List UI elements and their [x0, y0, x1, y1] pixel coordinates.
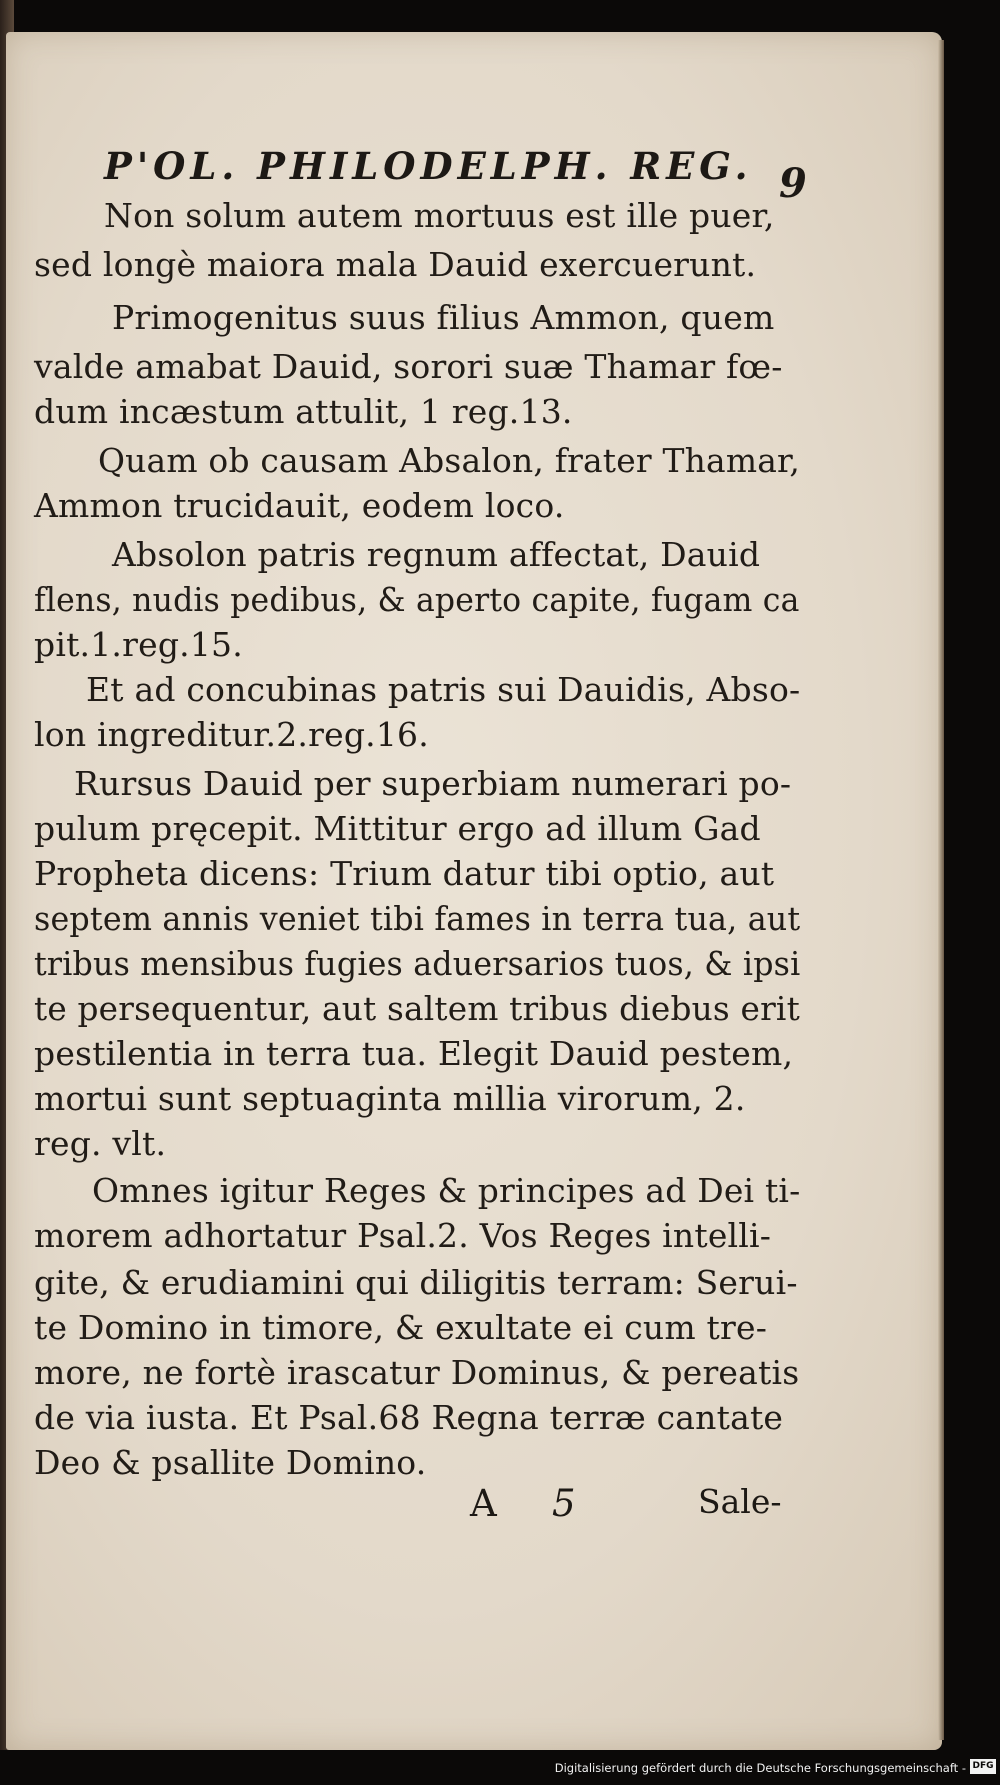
text-line: pit.1.reg.15.	[34, 625, 243, 664]
text-line: valde amabat Dauid, sorori suæ Thamar fœ-	[34, 347, 783, 386]
digitization-credit: Digitalisierung gefördert durch die Deutsche Forschungsgemeinschaft -	[554, 1761, 966, 1775]
signature-number: 5	[552, 1482, 576, 1525]
text-line: sed longè maiora mala Dauid exercuerunt.	[34, 245, 757, 284]
signature-letter: A	[470, 1482, 497, 1525]
text-line: tribus mensibus fugies aduersarios tuos, & ipsi	[34, 944, 801, 983]
text-line: Rursus Dauid per superbiam numerari po-	[74, 764, 792, 803]
text-line: Non solum autem mortuus est ille puer,	[104, 196, 775, 235]
text-line: Omnes igitur Reges & principes ad Dei ti-	[92, 1171, 801, 1210]
text-line: lon ingreditur.2.reg.16.	[34, 715, 429, 754]
text-line: Absolon patris regnum affectat, Dauid	[112, 535, 761, 574]
dfg-logo: DFG	[970, 1759, 996, 1774]
text-line: dum incæstum attulit, 1 reg.13.	[34, 392, 573, 431]
text-line: morem adhortatur Psal.2. Vos Reges intelli-	[34, 1216, 772, 1255]
text-line: mortui sunt septuaginta millia virorum, 2.	[34, 1079, 746, 1118]
text-line: gite, & erudiamini qui diligitis terram: Serui-	[34, 1263, 798, 1302]
page-edge	[938, 40, 944, 1740]
text-line: te persequentur, aut saltem tribus diebus erit	[34, 989, 800, 1028]
text-line: pulum pręcepit. Mittitur ergo ad illum Gad	[34, 809, 761, 848]
running-head: P'OL. PHILODELPH. REG.	[104, 144, 753, 188]
text-line: Primogenitus suus filius Ammon, quem	[112, 298, 775, 337]
text-line: de via iusta. Et Psal.68 Regna terræ cantate	[34, 1398, 784, 1437]
text-line: Propheta dicens: Trium datur tibi optio, aut	[34, 854, 775, 893]
text-line: pestilentia in terra tua. Elegit Dauid pestem,	[34, 1034, 794, 1073]
text-line: reg. vlt.	[34, 1124, 167, 1163]
text-line: Deo & psallite Domino.	[34, 1443, 427, 1482]
text-line: Ammon trucidauit, eodem loco.	[34, 486, 565, 525]
text-line: septem annis veniet tibi fames in terra tua, aut	[34, 899, 801, 938]
text-line: more, ne fortè irascatur Dominus, & pereatis	[34, 1353, 800, 1392]
text-line: te Domino in timore, & exultate ei cum tre-	[34, 1308, 768, 1347]
catchword: Sale-	[698, 1482, 782, 1521]
text-line: Quam ob causam Absalon, frater Thamar,	[98, 441, 801, 480]
text-line: flens, nudis pedibus, & aperto capite, fugam ca	[34, 580, 800, 619]
page-number: 9	[779, 160, 807, 207]
text-line: Et ad concubinas patris sui Dauidis, Abso-	[86, 670, 801, 709]
